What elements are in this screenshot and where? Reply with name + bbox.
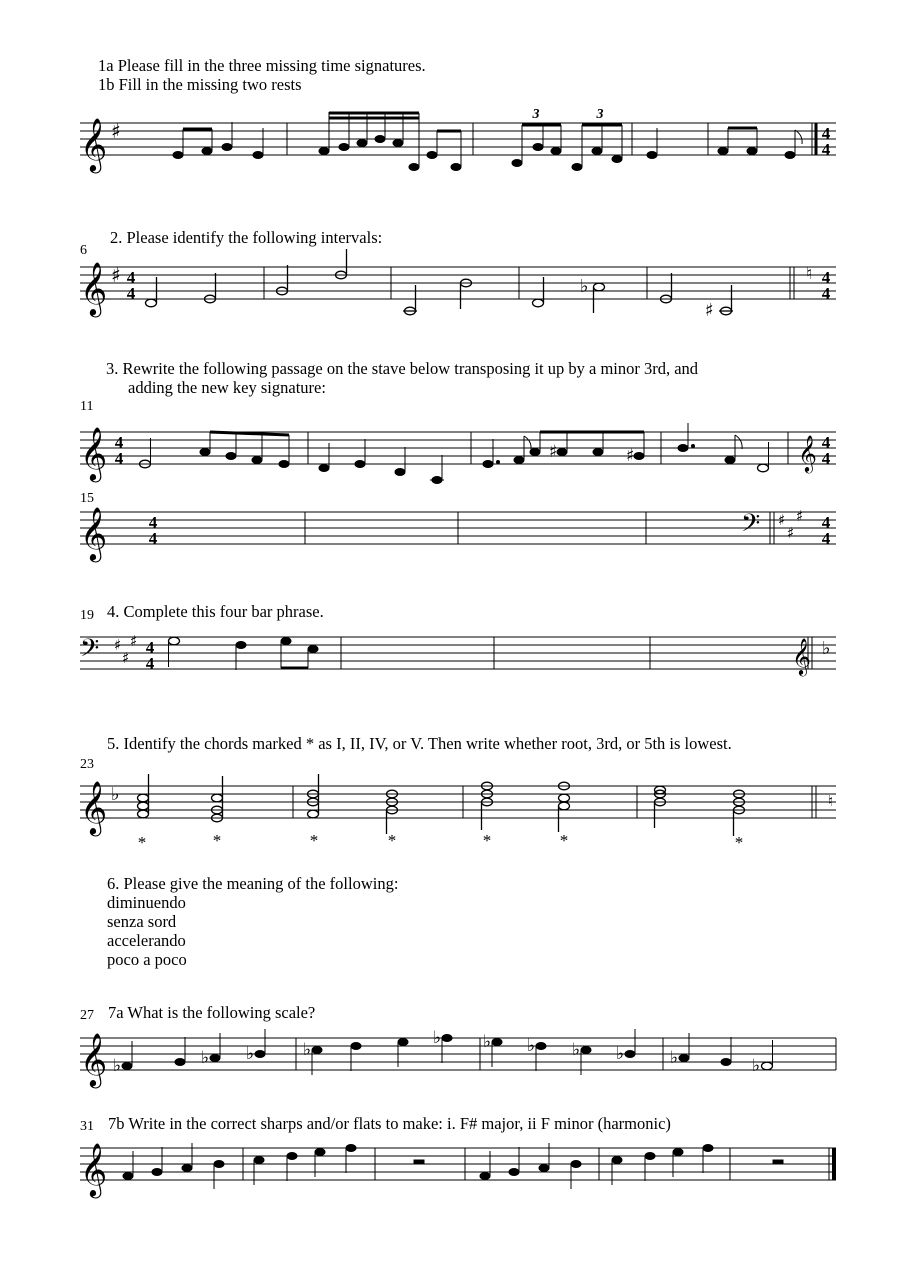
flat-icon: ♭ [616, 1044, 625, 1064]
time-signature-bottom: 4 [148, 529, 158, 548]
time-signature-bottom: 4 [126, 284, 136, 303]
sharp-icon: ♯ [705, 300, 714, 321]
half-rest-icon [773, 1160, 783, 1164]
time-signature-top: 4 [148, 513, 158, 532]
flat-icon: ♭ [752, 1056, 761, 1076]
bass-clef-icon: 𝄢 [741, 509, 761, 544]
sharp-icon: ♯ [122, 649, 130, 667]
sharp-icon: ♯ [130, 632, 138, 650]
flat-icon: ♭ [303, 1040, 312, 1060]
chord-marker: * [482, 831, 492, 850]
term-item: diminuendo [107, 893, 186, 912]
chord-marker: * [559, 831, 569, 850]
treble-clef-icon: 𝄞 [80, 117, 108, 171]
flat-icon: ♭ [201, 1048, 210, 1068]
sharp-icon: ♯ [626, 446, 635, 466]
sharp-icon: ♯ [796, 507, 804, 525]
flat-icon: ♭ [113, 1056, 122, 1076]
q1-instruction-a: 1a Please fill in the three missing time signatures. [98, 56, 426, 75]
treble-clef-icon: 𝄞 [80, 426, 108, 480]
time-signature-top: 4 [821, 433, 831, 452]
q7a-instruction: 7a What is the following scale? [108, 1003, 316, 1022]
time-signature-top: 4 [145, 638, 155, 657]
triplet-mark: 3 [596, 107, 604, 122]
flat-icon: ♭ [527, 1036, 536, 1056]
chord-marker: * [387, 831, 397, 850]
q7a-staff [0, 1025, 900, 1095]
q1-staff [0, 100, 900, 200]
time-signature-top: 4 [126, 268, 136, 287]
sharp-icon: ♯ [114, 636, 122, 654]
triplet-mark: 3 [532, 107, 540, 122]
time-signature-bottom: 4 [821, 284, 831, 303]
time-signature-bottom: 4 [821, 140, 831, 159]
q5-chords [138, 774, 745, 836]
measure-number: 6 [80, 243, 87, 258]
q4-staff [0, 625, 900, 685]
q3-instruction-a: 3. Rewrite the following passage on the stave below transposing it up by a minor 3rd, and [106, 359, 699, 378]
q2-staff [0, 250, 900, 330]
treble-clef-icon: 𝄞 [798, 434, 817, 472]
chord-marker: * [309, 831, 319, 850]
chord-marker: * [212, 831, 222, 850]
measure-number: 31 [80, 1119, 94, 1134]
flat-icon: ♭ [433, 1028, 442, 1048]
time-signature-top: 4 [821, 124, 831, 143]
treble-clef-icon: 𝄞 [80, 1032, 108, 1086]
sharp-icon: ♯ [111, 263, 121, 287]
q6-instruction: 6. Please give the meaning of the following: [107, 874, 399, 893]
q7b-staff [0, 1135, 900, 1205]
time-signature-top: 4 [821, 513, 831, 532]
flat-icon: ♭ [483, 1032, 492, 1052]
measure-number: 23 [80, 757, 94, 772]
bass-clef-icon: 𝄢 [80, 634, 100, 669]
sharp-icon: ♯ [549, 442, 558, 462]
note [253, 152, 263, 159]
time-signature-bottom: 4 [821, 529, 831, 548]
q2-notes [146, 249, 734, 315]
flat-icon: ♭ [822, 638, 831, 659]
measure-number: 15 [80, 491, 94, 506]
time-signature-bottom: 4 [114, 449, 124, 468]
time-signature-bottom: 4 [145, 654, 155, 673]
chord-marker: * [137, 833, 147, 852]
flat-icon: ♭ [111, 784, 120, 805]
q2-instruction: 2. Please identify the following intervals: [110, 228, 383, 247]
measure-number: 19 [80, 608, 94, 623]
q3-staff-b [0, 505, 900, 560]
time-signature-top: 4 [114, 433, 124, 452]
term-item: poco a poco [107, 950, 187, 969]
measure-number: 11 [80, 399, 94, 414]
q7b-instruction: 7b Write in the correct sharps and/or flats to make: i. F# major, ii F minor (harmonic) [108, 1114, 671, 1133]
flat-icon: ♭ [670, 1048, 679, 1068]
treble-clef-icon: 𝄞 [80, 506, 108, 560]
measure-number: 27 [80, 1008, 94, 1023]
note [202, 148, 212, 155]
note [173, 152, 183, 159]
q1-instruction-b: 1b Fill in the missing two rests [98, 75, 302, 94]
natural-icon: ♮ [806, 264, 813, 284]
note [222, 144, 232, 151]
treble-clef-icon: 𝄞 [80, 261, 108, 315]
treble-clef-icon: 𝄞 [80, 1142, 108, 1196]
time-signature-bottom: 4 [821, 449, 831, 468]
treble-clef-icon: 𝄞 [792, 637, 811, 675]
flat-icon: ♭ [572, 1040, 581, 1060]
term-item: senza sord [107, 912, 177, 931]
sharp-icon: ♯ [111, 119, 121, 143]
time-signature-top: 4 [821, 268, 831, 287]
q4-instruction: 4. Complete this four bar phrase. [107, 602, 324, 621]
q5-staff [0, 770, 900, 850]
flat-icon: ♭ [580, 276, 589, 297]
half-rest-icon [414, 1160, 424, 1164]
sharp-icon: ♯ [787, 524, 795, 542]
q3-staff-a [0, 420, 900, 490]
q5-instruction: 5. Identify the chords marked * as I, II, IV, or V. Then write whether root, 3rd, or 5th is lowest. [107, 734, 732, 753]
term-item: accelerando [107, 931, 186, 950]
q4-notes [169, 637, 319, 670]
q7b-notes [123, 1143, 783, 1189]
flat-icon: ♭ [246, 1044, 255, 1064]
sharp-icon: ♯ [778, 511, 786, 529]
q3-instruction-b: adding the new key signature: [128, 378, 326, 397]
treble-clef-icon: 𝄞 [80, 780, 108, 834]
natural-icon: ♮ [828, 792, 834, 810]
chord-marker: * [734, 833, 744, 852]
